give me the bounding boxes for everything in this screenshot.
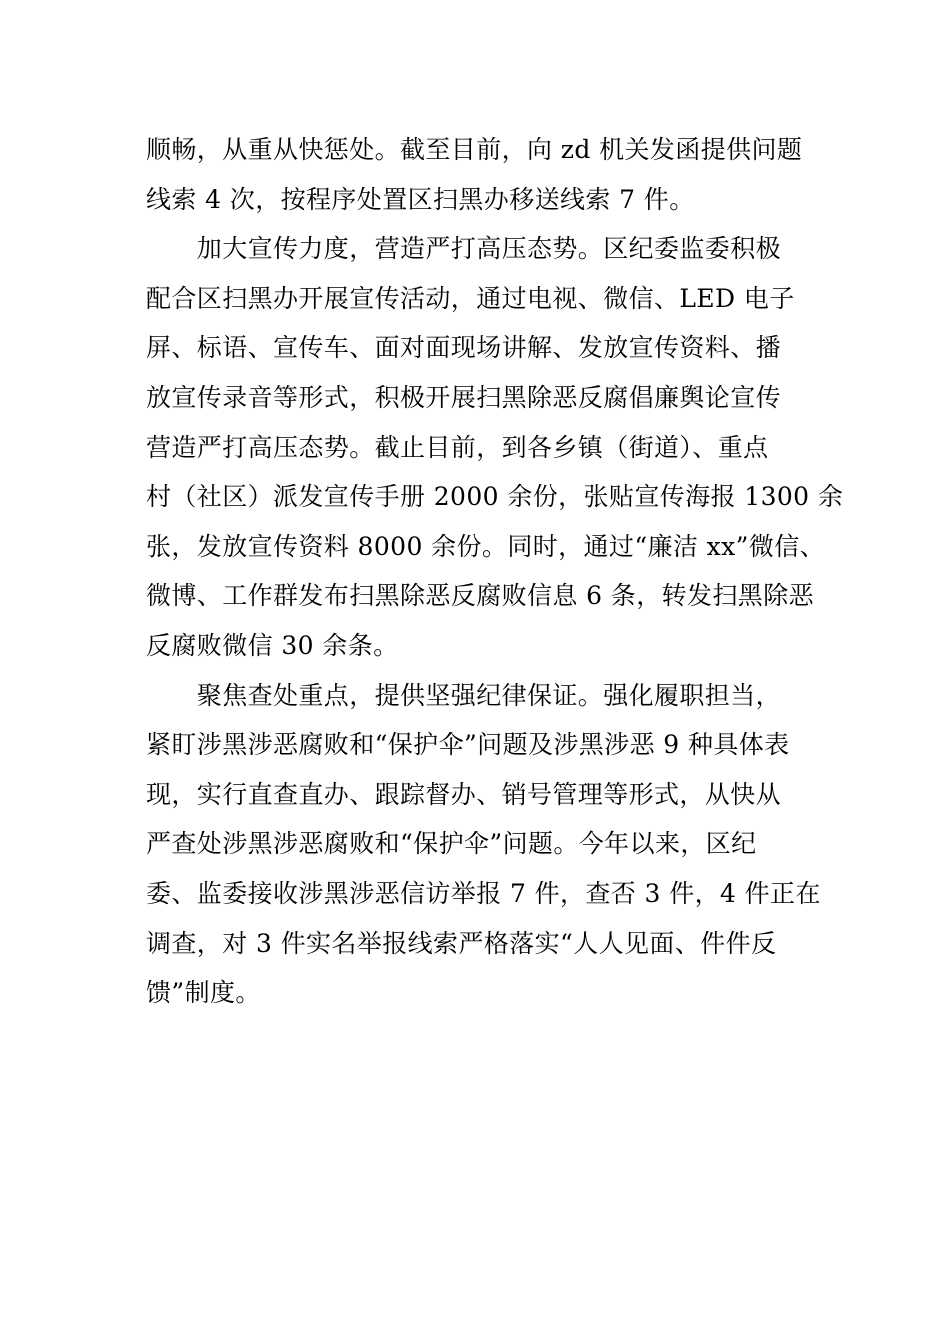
text-line: 张，发放宣传资料 8000 余份。同时，通过“廉洁 xx”微信、: [146, 531, 826, 561]
text-line: 加大宣传力度，营造严打高压态势。区纪委监委积极: [146, 234, 782, 264]
text-line: 现，实行直查直办、跟踪督办、销号管理等形式，从快从: [146, 779, 782, 809]
text-line: 配合区扫黑办开展宣传活动，通过电视、微信、LED 电子: [146, 283, 795, 313]
paragraph-1: [146, 125, 826, 224]
text-line: 聚焦查处重点，提供坚强纪律保证。强化履职担当，: [146, 680, 782, 710]
text-line: 顺畅，从重从快惩处。截至目前，向 zd 机关发函提供问题: [146, 135, 803, 164]
paragraph-2: [146, 224, 844, 670]
document-body: [146, 125, 844, 1018]
text-line: 线索 4 次，按程序处置区扫黑办移送线索 7 件。: [146, 184, 695, 214]
text-line: 严查处涉黑涉恶腐败和“保护伞”问题。今年以来，区纪: [146, 829, 757, 859]
text-line: 反腐败微信 30 余条。: [146, 630, 399, 660]
text-line: 馈”制度。: [146, 978, 261, 1008]
text-line: 营造严打高压态势。截止目前，到各乡镇（街道）、重点: [146, 432, 769, 462]
text-line: 微博、工作群发布扫黑除恶反腐败信息 6 条，转发扫黑除恶: [146, 581, 815, 611]
text-line: 村（社区）派发宣传手册 2000 余份，张贴宣传海报 1300 余: [146, 482, 844, 512]
paragraph-3: [146, 671, 826, 1018]
text-line: 委、监委接收涉黑涉恶信访举报 7 件，查否 3 件，4 件正在: [146, 878, 821, 908]
text-line: 屏、标语、宣传车、面对面现场讲解、发放宣传资料、播: [146, 333, 782, 363]
text-line: 紧盯涉黑涉恶腐败和“保护伞”问题及涉黑涉恶 9 种具体表: [146, 730, 790, 760]
text-line: 放宣传录音等形式，积极开展扫黑除恶反腐倡廉舆论宣传: [146, 382, 782, 412]
text-line: 调查，对 3 件实名举报线索严格落实“人人见面、件件反: [146, 928, 777, 958]
